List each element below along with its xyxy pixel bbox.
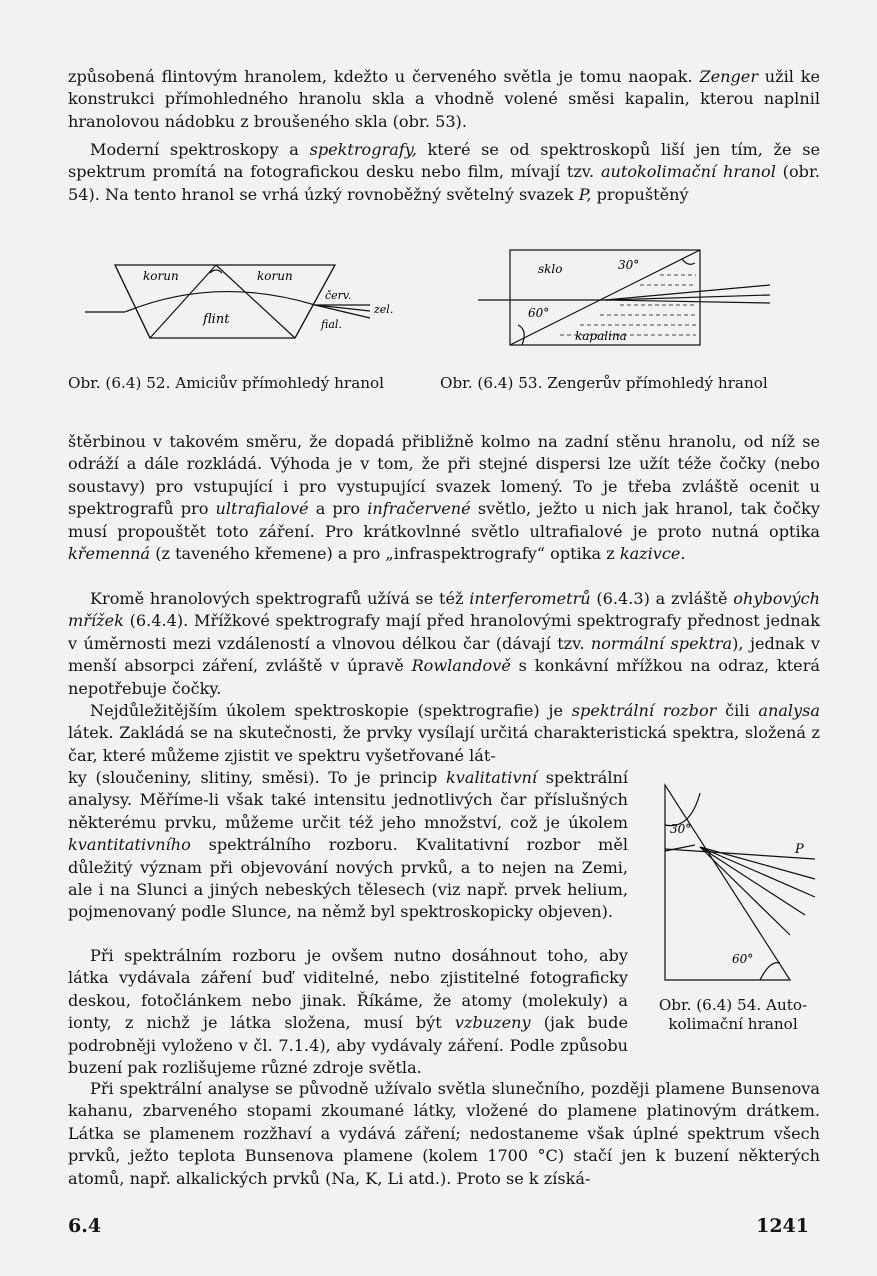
text-segment: čili	[716, 701, 759, 720]
text-segment: vzbuzeny	[454, 1013, 531, 1033]
text-segment: Kromě hranolových spektrografů užívá se též	[90, 589, 470, 608]
caption-fig54-line2: kolimační hranol	[668, 1015, 798, 1033]
text-segment: autokolimační hranol	[600, 162, 776, 182]
text-segment: které se od spektroskopů liší jen tím, že se spektrum promítá na fotografickou desku nebo film, mívají tzv.	[68, 140, 820, 182]
prism-outline	[665, 785, 790, 980]
text-segment: (6.4.4). Mřížkové spektrografy mají před hranolovými spektrografy přednost jednak v úměrnosti mezi vzdáleností a vlnovou délkou čar (dávají tzv.	[68, 611, 820, 653]
text-segment: světlo, ježto u nich jak hranol, tak čočky musí propouštět toto záření. Pro krátkovlnné světlo ultrafialové je proto nutná optika	[68, 499, 820, 541]
text-segment: látek. Zakládá se na skutečnosti, že prvky vysílají určitá charakteristická spektra, složená z čar, které můžeme zjistit ve spektru vyšetřované lát-	[68, 723, 820, 765]
text-segment: Zenger	[699, 67, 759, 86]
text-segment: s konkávní mřížkou na odraz, která nepotřebuje čočky.	[68, 656, 820, 698]
label-P: P	[795, 842, 804, 857]
figure-autocollimation-prism	[640, 775, 830, 990]
text-segment: spektrální analysy. Měříme-li však také intensitu jednotlivých čar příslušných některému prvku, můžeme určit též jeho množství, což je úkolem	[68, 768, 628, 832]
figure-zenger-prism	[470, 245, 790, 355]
label-kapalina: kapalina	[575, 329, 627, 343]
text-segment: Moderní spektroskopy a	[90, 140, 310, 159]
text-segment: (z taveného křemene) a pro „infraspektrografy“ optika z	[150, 544, 620, 564]
text-segment: propuštěný	[591, 184, 689, 204]
paragraph-8	[68, 1078, 820, 1190]
text-segment: (6.4.3) a zvláště	[590, 589, 734, 608]
label-angle60: 60°	[732, 952, 754, 966]
text-segment: kvantitativního	[68, 835, 191, 855]
text-segment: štěrbinou v takovém směru, že dopadá přibližně kolmo na zadní stěnu hranolu, od níž se odráží a dále rozkládá. Výhoda je v tom, že při stejné dispersi lze užít téže čočky (nebo soustavy) pro vstupující i pro vystupující svazek lomený. To je třeba zvláště ocenit u spektrografů pro	[68, 432, 820, 519]
text-segment: kazivce.	[619, 544, 686, 564]
paragraph-4	[68, 588, 820, 700]
caption-fig52: Obr. (6.4) 52. Amiciův přímohledý hranol	[68, 374, 385, 392]
label-angle30: 30°	[670, 822, 692, 836]
caption-fig53: Obr. (6.4) 53. Zengerův přímohledý hranol	[440, 374, 768, 392]
paragraph-6	[68, 767, 628, 924]
paragraph-1	[68, 66, 820, 133]
label-cerv: červ.	[325, 289, 352, 302]
text-segment: analysa	[758, 701, 821, 720]
text-segment: (obr. 54). Na tento hranol se vrhá úzký rovnoběžný světelný svazek	[68, 162, 820, 204]
text-segment: (jak bude podrobněji vyloženo v čl. 7.1.4), aby vydávaly záření. Podle způsobu buzení pak rozlišujeme různé zdroje světla.	[68, 1013, 628, 1078]
text-segment: infračervené	[367, 499, 471, 519]
text-segment: ), jednak v menší absorpci záření, zvláště v úpravě	[68, 633, 820, 676]
label-angle30: 30°	[618, 258, 640, 272]
caption-fig54	[648, 996, 818, 1034]
text-segment: Rowlandově	[411, 656, 511, 676]
label-korun-right: korun	[257, 269, 293, 283]
figure-amici-prism	[85, 255, 415, 350]
page-number: 1241	[756, 1215, 809, 1237]
label-fial: fial.	[321, 318, 342, 331]
text-segment: užil ke konstrukci přímohledného hranolu skla a vhodně volené směsi kapalin, kterou naplnil hranolovou nádobku z broušeného skla (obr. 53).	[68, 67, 821, 131]
text-segment: normální spektra	[590, 633, 733, 653]
label-korun-left: korun	[143, 269, 179, 283]
caption-fig54-line1: Obr. (6.4) 54. Auto-	[658, 996, 808, 1014]
label-zel: zel.	[374, 303, 394, 316]
paragraph-3	[68, 431, 820, 565]
text-segment: interferometrů	[469, 589, 591, 608]
text-segment: P,	[578, 184, 592, 204]
paragraph-7	[68, 945, 628, 1079]
text-segment: ky (sloučeniny, slitiny, směsi). To je princip	[68, 768, 447, 787]
text-segment: křemenná	[68, 544, 151, 564]
text-segment: ohybových mřížek	[68, 589, 820, 631]
text-segment: ultrafialové	[215, 499, 309, 519]
text-segment: kvalitativní	[446, 768, 538, 787]
section-number: 6.4	[68, 1215, 102, 1237]
text-segment: spektrálního rozboru. Kvalitativní rozbor měl důležitý význam při objevování nových prvků, a to nejen na Zemi, ale i na Slunci a jiných nebeských tělesech (viz např. prvek helium, pojmenovaný podle Slunce, na němž byl spektroskopicky objeven).	[68, 835, 628, 922]
paragraph-5	[68, 700, 820, 767]
text-segment: Nejdůležitějším úkolem spektroskopie (spektrografie) je	[90, 701, 572, 720]
label-flint: flint	[203, 312, 230, 327]
text-segment: Při spektrálním rozboru je ovšem nutno dosáhnout toho, aby látka vydávala záření buď viditelné, nebo zjistitelné fotograficky deskou, fotočlánkem nebo jinak. Říkáme, že atomy (molekuly) a ionty, z nichž je látka složena, musí být	[68, 946, 628, 1033]
label-sklo: sklo	[538, 262, 563, 276]
paragraph-2	[68, 139, 820, 206]
text-segment: spektrografy,	[309, 140, 417, 159]
text-segment: Při spektrální analyse se původně užívalo světla slunečního, později plamene Bunsenova kahanu, zbarveného stopami zkoumané látky, vložené do plamene platinovým drátkem. Látka se plamenem rozžhaví a vydává záření; nedostaneme však úplné spektrum všech prvků, ježto teplota Bunsenova plamene (kolem 1700 °C) stačí jen k buzení některých atomů, např. alkalických prvků (Na, K, Li atd.). Proto se k získá-	[68, 1079, 820, 1188]
text-segment: a pro	[308, 499, 368, 519]
text-segment: způsobená flintovým hranolem, kdežto u červeného světla je tomu naopak.	[68, 67, 700, 86]
label-angle60: 60°	[528, 306, 550, 320]
text-segment: spektrální rozbor	[571, 701, 717, 720]
